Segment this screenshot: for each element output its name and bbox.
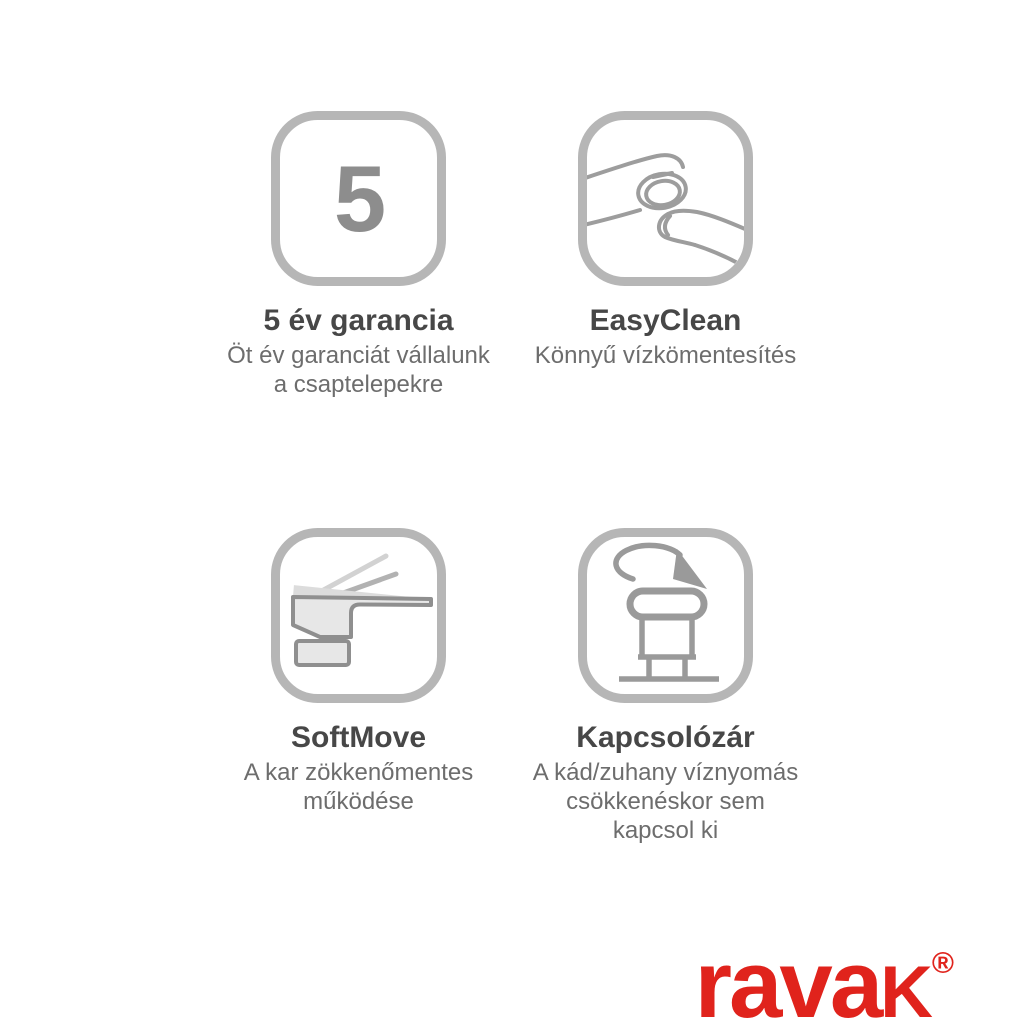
feature-title: 5 év garancia bbox=[263, 304, 454, 337]
five-year-badge-icon bbox=[270, 110, 447, 287]
subtitle-line: Könnyű vízkömentesítés bbox=[534, 342, 797, 369]
finger-wiping-aerator-icon bbox=[577, 110, 754, 287]
subtitle-line: a csaptelepekre bbox=[273, 371, 444, 398]
subtitle-line: A kar zökkenőmentes bbox=[243, 759, 474, 786]
registered-trademark-symbol: ® bbox=[931, 947, 954, 980]
feature-diverter bbox=[512, 527, 819, 845]
subtitle-line: A kád/zuhany víznyomás bbox=[532, 759, 799, 786]
ravak-logo bbox=[695, 928, 954, 1024]
feature-subtitle bbox=[205, 758, 512, 816]
feature-softmove bbox=[205, 527, 512, 816]
feature-subtitle bbox=[512, 341, 819, 370]
feature-title: Kapcsolózár bbox=[576, 721, 755, 754]
subtitle-line: működése bbox=[303, 788, 414, 815]
feature-title: SoftMove bbox=[291, 721, 426, 754]
subtitle-line: Öt év garanciát vállalunk bbox=[227, 342, 490, 369]
feature-title: EasyClean bbox=[589, 304, 742, 337]
faucet-lever-motion-icon bbox=[270, 527, 447, 704]
subtitle-line: csökkenéskor sem bbox=[566, 788, 765, 815]
feature-easyclean bbox=[512, 110, 819, 370]
badge-digit: 5 bbox=[333, 146, 387, 251]
diverter-knob-rotation-icon bbox=[577, 527, 754, 704]
feature-subtitle bbox=[512, 758, 819, 845]
feature-guarantee bbox=[205, 110, 512, 399]
subtitle-line: kapcsol ki bbox=[612, 817, 719, 844]
feature-subtitle bbox=[205, 341, 512, 399]
logo-wordmark: ravaK bbox=[694, 931, 930, 1024]
